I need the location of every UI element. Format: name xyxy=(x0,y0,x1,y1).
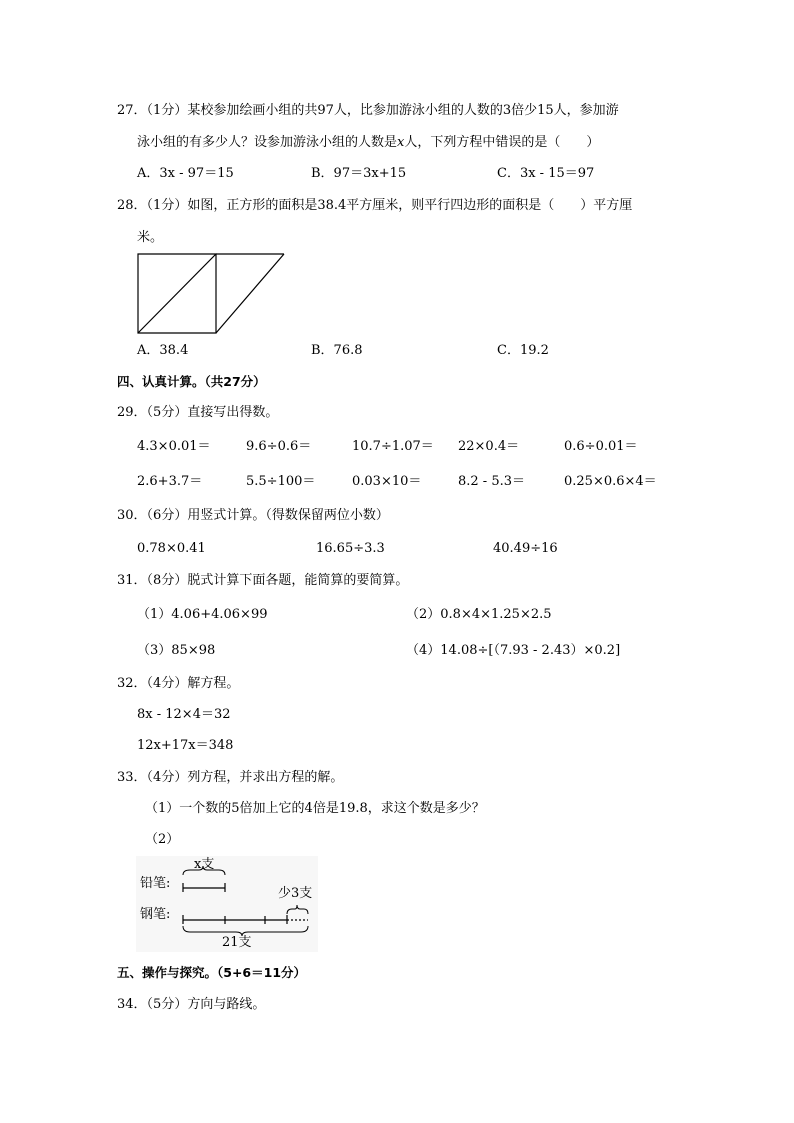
q31-item-1: （1）4.06+4.06×99 xyxy=(137,607,268,622)
q29-r2-c5: 0.25×0.6×4＝ xyxy=(564,474,657,489)
square-parallelogram-figure xyxy=(136,252,286,336)
q31-item-2: （2）0.8×4×1.25×2.5 xyxy=(406,607,552,622)
q28-option-b: B．76.8 xyxy=(311,343,363,358)
q29-r2-c2: 5.5÷100＝ xyxy=(246,474,316,489)
q32-equation-1: 8x - 12×4＝32 xyxy=(137,707,231,722)
q29-r1-c5: 0.6÷0.01＝ xyxy=(564,439,638,454)
x-count-label: x支 xyxy=(194,857,215,872)
q29-r1-c1: 4.3×0.01＝ xyxy=(137,439,211,454)
q29-r2-c3: 0.03×10＝ xyxy=(352,474,422,489)
pencil-pen-diagram xyxy=(136,856,318,952)
q29-r1-c2: 9.6÷0.6＝ xyxy=(246,439,312,454)
q29-r2-c1: 2.6+3.7＝ xyxy=(137,474,203,489)
section-4-heading: 四、认真计算。（共27分） xyxy=(117,374,266,389)
q34-title: 34．（5分）方向与路线。 xyxy=(117,997,266,1012)
q32-title: 32．（4分）解方程。 xyxy=(117,676,240,691)
less-three-label: 少3支 xyxy=(278,886,313,901)
q31-item-3: （3）85×98 xyxy=(137,643,216,658)
total-count-label: 21支 xyxy=(222,935,252,950)
q28-line1: 28．（1分）如图，正方形的面积是38.4平方厘米，则平行四边形的面积是（ ）平方厘 xyxy=(117,198,633,213)
q29-r1-c4: 22×0.4＝ xyxy=(458,439,520,454)
q33-sub-2: （2） xyxy=(145,832,180,847)
q29-r1-c3: 10.7÷1.07＝ xyxy=(352,439,434,454)
q30-item-2: 16.65÷3.3 xyxy=(316,541,385,556)
diagram-lines xyxy=(136,856,318,952)
q27-line1: 27．（1分）某校参加绘画小组的共97人，比参加游泳小组的人数的3倍少15人，参加游 xyxy=(117,103,619,118)
q27-variable: x xyxy=(397,135,405,150)
pencil-label: 铅笔: xyxy=(140,876,171,891)
q27-option-a: A．3x - 97＝15 xyxy=(137,166,234,181)
q30-item-1: 0.78×0.41 xyxy=(137,541,206,556)
q30-item-3: 40.49÷16 xyxy=(493,541,558,556)
q32-equation-2: 12x+17x＝348 xyxy=(137,738,234,753)
q29-title: 29．（5分）直接写出得数。 xyxy=(117,405,279,420)
q31-item-4: （4）14.08÷[（7.93 - 2.43）×0.2] xyxy=(406,643,621,658)
q28-line2: 米。 xyxy=(137,230,164,245)
q27-option-c: C．3x - 15＝97 xyxy=(497,166,595,181)
q28-option-c: C．19.2 xyxy=(497,343,549,358)
q29-r2-c4: 8.2 - 5.3＝ xyxy=(458,474,526,489)
q31-title: 31．（8分）脱式计算下面各题，能简算的要简算。 xyxy=(117,573,409,588)
q33-title: 33．（4分）列方程，并求出方程的解。 xyxy=(117,770,344,785)
q30-title: 30．（6分）用竖式计算。（得数保留两位小数） xyxy=(117,508,389,523)
q27-option-b: B．97＝3x+15 xyxy=(311,166,407,181)
q27-line2: 泳小组的有多少人？设参加游泳小组的人数是x人，下列方程中错误的是（ ） xyxy=(137,135,600,150)
section-5-heading: 五、操作与探究。（5+6＝11分） xyxy=(117,965,307,980)
q28-option-a: A．38.4 xyxy=(137,343,189,358)
pen-label: 钢笔: xyxy=(140,907,171,922)
q33-sub-1: （1）一个数的5倍加上它的4倍是19.8，求这个数是多少？ xyxy=(145,801,485,816)
